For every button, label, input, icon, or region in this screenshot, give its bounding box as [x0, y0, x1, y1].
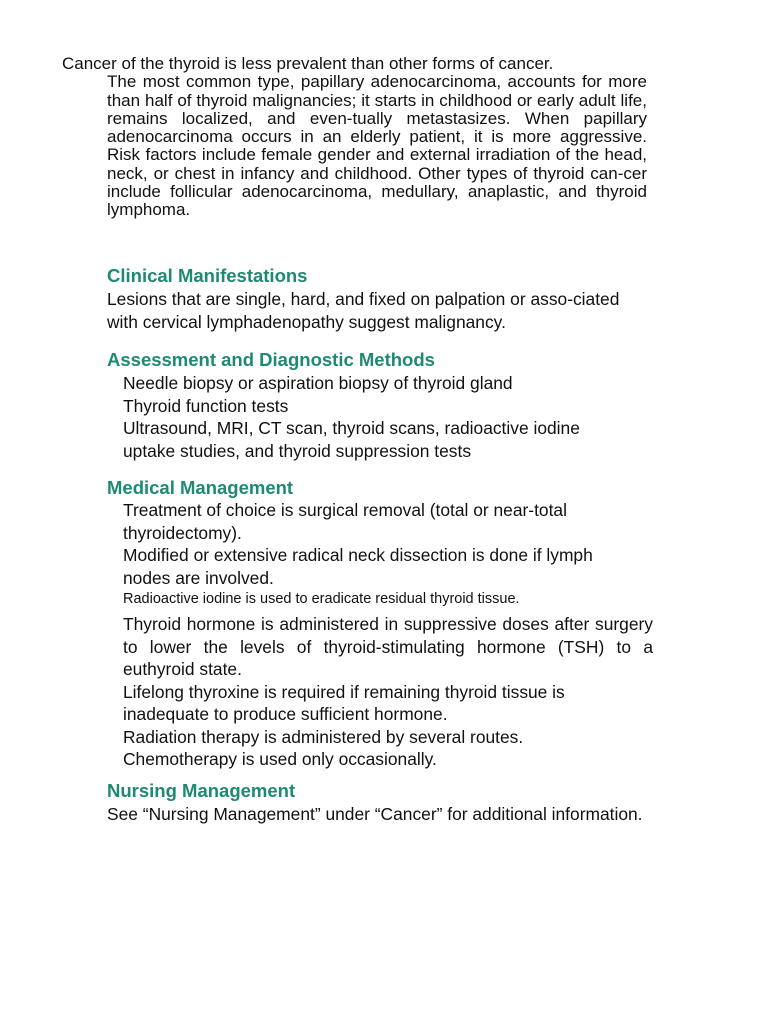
medical-management-list — [123, 499, 653, 771]
list-item: Modified or extensive radical neck dissection is done if lymph nodes are involved. — [123, 545, 593, 588]
heading-medical-management: Medical Management — [107, 477, 294, 498]
list-item: Needle biopsy or aspiration biopsy of thyroid gland — [123, 373, 513, 393]
intro-first-line: Cancer of the thyroid is less prevalent than other forms of cancer. — [62, 54, 554, 73]
nursing-management-text: See “Nursing Management” under “Cancer” for additional information. — [107, 804, 643, 824]
list-item: Radiation therapy is administered by several routes. — [123, 726, 524, 747]
list-item: Treatment of choice is surgical removal (total or near-total thyroidectomy). — [123, 500, 567, 543]
list-item: Radioactive iodine is used to eradicate residual thyroid tissue. — [123, 591, 520, 607]
heading-clinical-manifestations: Clinical Manifestations — [107, 265, 308, 286]
list-item: Chemotherapy is used only occasionally. — [123, 749, 437, 769]
assessment-list — [123, 372, 653, 462]
list-item: Lifelong thyroxine is required if remaining thyroid tissue is inadequate to produce sufficient hormone. — [123, 681, 565, 724]
heading-assessment-diagnostic: Assessment and Diagnostic Methods — [107, 349, 435, 370]
clinical-manifestations-text: Lesions that are single, hard, and fixed on palpation or asso-ciated with cervical lymphadenopathy suggest malignancy. — [107, 289, 620, 332]
intro-paragraph — [62, 55, 647, 220]
heading-nursing-management: Nursing Management — [107, 780, 296, 801]
list-item: Ultrasound, MRI, CT scan, thyroid scans, radioactive iodine uptake studies, and thyroid suppression tests — [123, 418, 580, 461]
list-item: Thyroid hormone is administered in suppressive doses after surgery to lower the levels of thyroid-stimulating hormone (TSH) to a euthyroid state. — [123, 614, 653, 679]
list-item: Thyroid function tests — [123, 395, 289, 416]
intro-body: The most common type, papillary adenocarcinoma, accounts for more than half of thyroid malignancies; it starts in childhood or early adult life, remains localized, and even-tually metastasizes. When papillary adenocarcinoma occurs in an elderly patient, it is more aggressive. Risk factors include female gender and external irradiation of the head, neck, or chest in infancy and childhood. Other types of thyroid can-cer include follicular adenocarcinoma, medullary, anaplastic, and thyroid lymphoma. — [107, 72, 647, 220]
